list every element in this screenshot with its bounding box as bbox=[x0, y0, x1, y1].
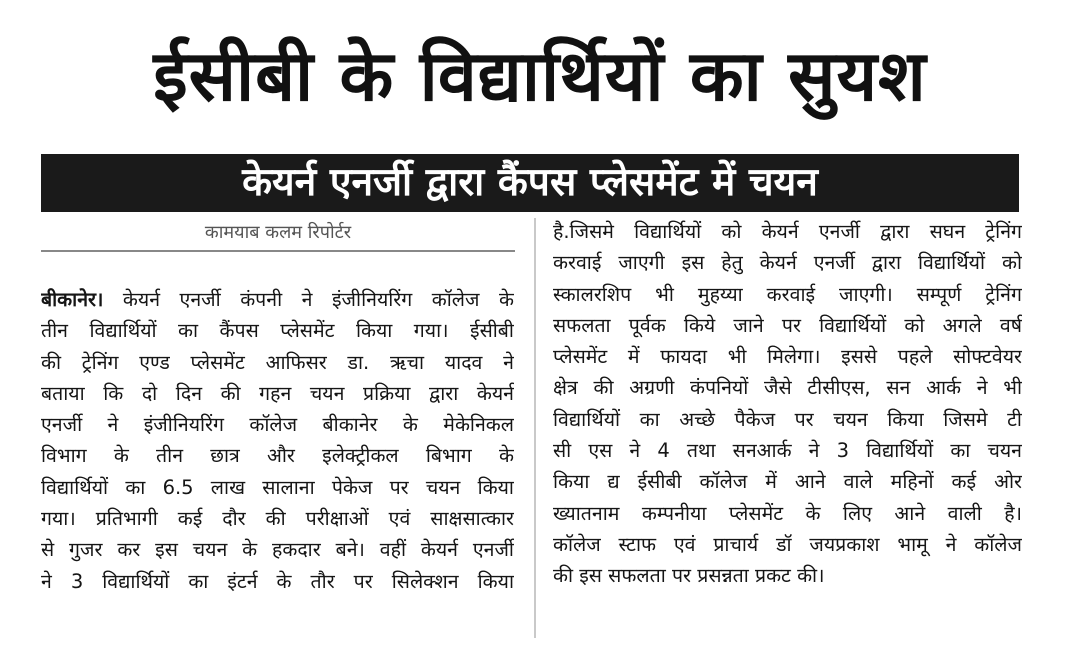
headline: ईसीबी के विद्यार्थियों का सुयश bbox=[153, 35, 927, 117]
text-line bbox=[41, 284, 514, 315]
text-line: क्षेत्र की अग्रणी कंपनियों जैसे टीसीएस, सन आर्क ने भी bbox=[553, 376, 1022, 400]
text-line: विभाग के तीन छात्र और इलेक्ट्रीकल बिभाग के bbox=[41, 444, 514, 468]
text-line: सफलता पूर्वक किये जाने पर विद्यार्थियों को अगले वर्ष bbox=[553, 313, 1022, 337]
text-line: की इस सफलता पर प्रसन्नता प्रकट की। bbox=[553, 564, 825, 588]
text-line: बताया कि दो दिन की गहन चयन प्रक्रिया द्वारा केयर्न bbox=[41, 381, 514, 405]
text-line: एनर्जी ने इंजीनियरिंग कॉलेज बीकानेर के मेकेनिकल bbox=[41, 413, 514, 437]
dateline: बीकानेर। bbox=[41, 288, 104, 311]
text-line: प्लेसमेंट में फायदा भी मिलेगा। इससे पहले सोफ्टवेयर bbox=[553, 345, 1022, 369]
column-divider bbox=[534, 218, 536, 638]
subheadline-bar: केयर्न एनर्जी द्वारा कैंपस प्लेसमेंट में चयन bbox=[41, 154, 1019, 212]
text-line: स्कालरशिप भी मुहय्या करवाई जाएगी। सम्पूर्ण ट्रेनिंग bbox=[553, 282, 1022, 306]
text-line: से गुजर कर इस चयन के हकदार बने। वहीं केयर्न एनर्जी bbox=[41, 538, 514, 562]
text-line: की ट्रेनिंग एण्ड प्लेसमेंट आफिसर डा. ऋचा यादव ने bbox=[41, 350, 514, 374]
article-column-left bbox=[41, 284, 514, 597]
text-line-segment: केयर्न एनर्जी कंपनी ने इंजीनियरिंग कॉलेज के bbox=[103, 288, 514, 311]
text-line: ने 3 विद्यार्थियों का इंटर्न के तौर पर सिलेक्शन किया bbox=[41, 569, 514, 593]
text-line: ख्यातनाम कम्पनीया प्लेसमेंट के लिए आने वाली है। bbox=[553, 501, 1022, 525]
text-line: गया। प्रतिभागी कई दौर की परीक्षाओं एवं साक्षसात्कार bbox=[41, 507, 514, 531]
text-line: है.जिसमे विद्यार्थियों को केयर्न एनर्जी द्वारा सघन ट्रेनिंग bbox=[553, 220, 1022, 243]
text-line: सी एस ने 4 तथा सनआर्क ने 3 विद्यार्थियों का चयन bbox=[553, 439, 1022, 463]
text-line: किया द्य ईसीबी कॉलेज में आने वाले महिनों कई ओर bbox=[553, 470, 1022, 494]
article-column-right bbox=[553, 216, 1022, 592]
text-line: विद्यार्थियों का 6.5 लाख सालाना पेकेज पर चयन किया bbox=[41, 475, 514, 499]
text-line: कॉलेज स्टाफ एवं प्राचार्य डॉ जयप्रकाश भामू ने कॉलेज bbox=[553, 532, 1022, 556]
text-line: करवाई जाएगी इस हेतु केयर्न एनर्जी द्वारा विद्यार्थियों को bbox=[553, 251, 1022, 275]
text-line: तीन विद्यार्थियों का कैंपस प्लेसमेंट किया गया। ईसीबी bbox=[41, 319, 514, 343]
byline: कामयाब कलम रिपोर्टर bbox=[41, 218, 515, 252]
text-line: विद्यार्थियों का अच्छे पैकेज पर चयन किया जिसमे टी bbox=[553, 407, 1022, 431]
